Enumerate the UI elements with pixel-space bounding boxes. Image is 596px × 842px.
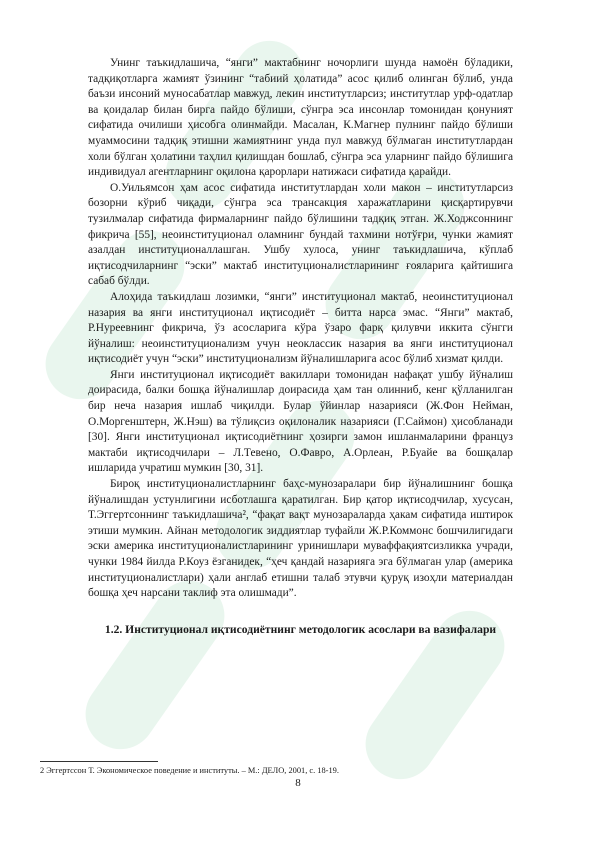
body-paragraph: Унинг таъкидлашича, “янги” мактабнинг ночорлиги шунда намоён бўладики, тадқиқотларга жамият ўзининг “табиий ҳолатида” асос қилиб олинган бўлиб, унда баъзи инсоний муносабатлар мавжуд, лекин институтларсиз; институтлар урф-одатлар ва қоидалар билан бирга пайдо бўлиши, сўнгра эса инсонлар томонидан қонуният сифатида очилиши ҳисобга олинмайди. Масалан, К.Магнер пулнинг пайдо бўлиши муаммосини тадқиқ этишни жамиятнинг унда пул мавжуд бўлмаган институтлардан холи бўлган ҳолатини таҳлил қилишдан бошлаб, сўнгра эса уларнинг пайдо бўлишига индивидуал агентларнинг оқилона қарорлари натижаси сифатида қарайди. bbox=[88, 57, 513, 179]
page-number: 8 bbox=[295, 777, 301, 789]
section-heading: 1.2. Институционал иқтисодиётнинг методологик асослари ва вазифалари bbox=[104, 622, 497, 636]
footnote: 2 Эггертссон Т. Экономическое поведение и институты. – М.: ДЕЛО, 2001, с. 18-19. bbox=[40, 766, 339, 775]
page-body bbox=[88, 56, 513, 637]
body-paragraph: Алоҳида таъкидлаш лозимки, “янги” институционал мактаб, неоинституционал назария ва янги институционал иқтисодиёт – битта нарса эмас. “Янги” мактаб, Р.Нуреевнинг фикрича, ўз асосларига кўра ўзаро фарқ қилувчи иккита сўнгги йўналиш: неоинституционализм учун неоклассик назария ва янги институционал иқтисодиёт учун “эски” институционализм йўналишларига асос бўлиб хизмат қилди. bbox=[88, 290, 513, 366]
body-paragraph: О.Уильямсон ҳам асос сифатида институтлардан холи макон – институтларсиз бозорни кўриб чиқади, сўнгра эса трансакция харажатларини қисқартирувчи тузилмалар сифатида фирмаларнинг пайдо бўлишини тадқиқ этган. Ж.Ходжсоннинг фикрича [55], неоинституционал оламнинг бундай тахмини нотўғри, чунки жамият азалдан институционаллашган. Ушбу хулоса, унинг таъкидлашича, кўплаб иқтисодчиларнинг “эски” мактаб институционалистларининг ғояларига қайтишига сабаб бўлди. bbox=[88, 181, 513, 288]
footnote-divider bbox=[40, 761, 158, 762]
body-paragraph: Янги институционал иқтисодиёт вакиллари томонидан нафақат ушбу йўналиш доирасида, балки бошқа йўналишлар доирасида ҳам тан олинниб, кенг қўлланилган бир неча назария ишлаб чиқилди. Булар ўйинлар назарияси (Ж.Фон Нейман, О.Моргенштерн, Ж.Нэш) ва тўлиқсиз оқилоналик назарияси (Г.Саймон) ҳисобланади [30]. Янги институционал иқтисодиётнинг ҳозирги замон ишланмаларини француз мактаби иқтисодчилари – Л.Тевено, О.Фавро, А.Орлеан, Р.Буайе ва бошқалар ишларида учратиш мумкин [30, 31]. bbox=[88, 368, 513, 475]
body-paragraph: Бироқ институционалистларнинг баҳс-мунозаралари бир йўналишнинг бошқа йўналишдан устунлигини исботлашга қаратилган. Бир қатор иқтисодчилар, хусусан, Т.Эггертсоннинг таъкидлашича², “фақат вақт мунозараларда ҳакам сифатида иштирок этиши мумкин. Айнан методологик зиддиятлар туфайли Ж.Р.Коммонс бошчилигидаги эски америка институционалистларининг уринишлари муваффақиятсизликка учради, чунки 1984 йилда Р.Коуз ёзганидек, “ҳеч қандай назарияга эга бўлмаган улар (америка институционалистлари) ҳали англаб етишни талаб этувчи қуруқ изоҳли материалдан бошқа ҳеч нарсани таклиф эта олишмади”. bbox=[88, 478, 513, 600]
